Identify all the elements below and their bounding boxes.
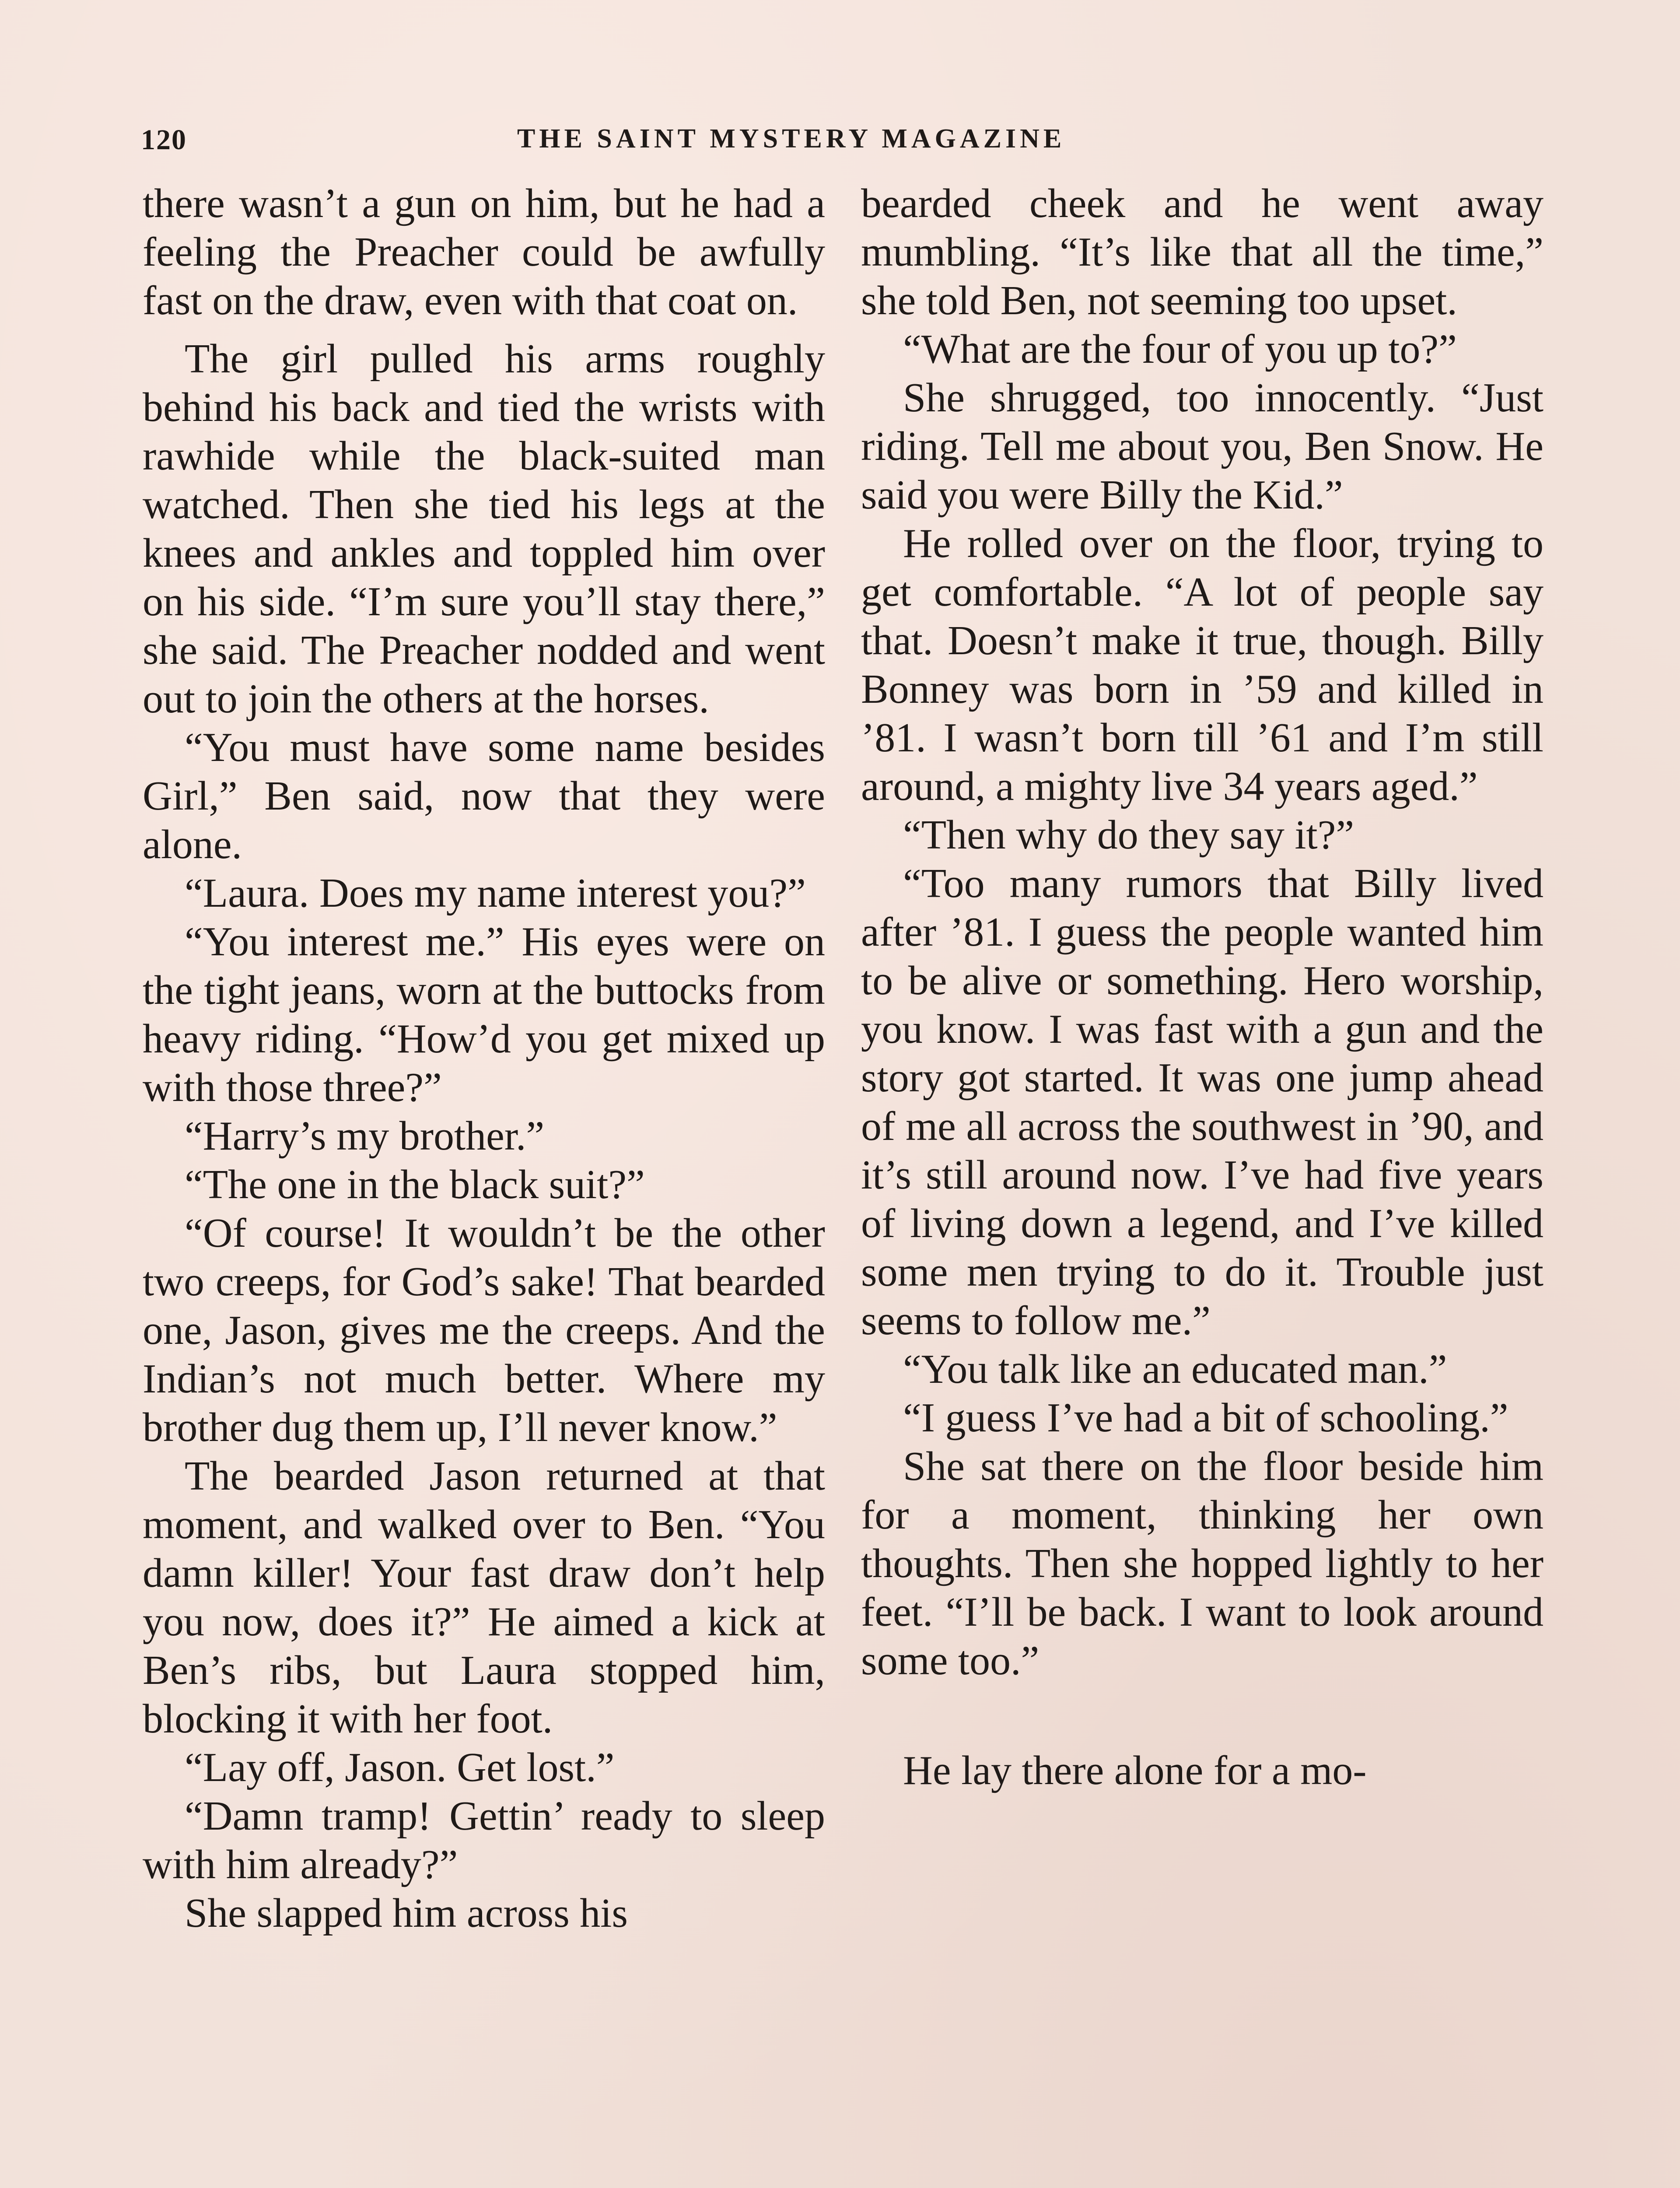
page-number: 120 xyxy=(141,124,187,156)
paragraph: bearded cheek and he went away mumbling. “It’s like that all the time,” she told Ben, not seeming too upset. xyxy=(861,181,1544,323)
paragraph: “Lay off, Jason. Get lost.” xyxy=(185,1745,615,1790)
right-text-column xyxy=(861,179,1544,1795)
paragraph: “Laura. Does my name interest you?” xyxy=(185,870,806,916)
paragraph: “The one in the black suit?” xyxy=(185,1162,645,1207)
paragraph: She slapped him across his xyxy=(185,1890,628,1936)
paragraph: “You talk like an educated man.” xyxy=(903,1346,1447,1392)
paragraph: “You must have some name besides Girl,” Ben said, now that they were alone. xyxy=(143,725,825,867)
paragraph: “You interest me.” His eyes were on the tight jeans, worn at the buttocks from heavy riding. “How’d you get mixed up with those three?” xyxy=(143,919,825,1110)
paragraph: She shrugged, too innocently. “Just riding. Tell me about you, Ben Snow. He said you were Billy the Kid.” xyxy=(861,375,1544,518)
paragraph: “Damn tramp! Gettin’ ready to sleep with him already?” xyxy=(143,1793,825,1887)
paragraph: “Harry’s my brother.” xyxy=(185,1113,545,1159)
paragraph: “Then why do they say it?” xyxy=(903,812,1354,858)
paragraph: “Of course! It wouldn’t be the other two creeps, for God’s sake! That bearded one, Jason, gives me the creeps. And the Indian’s not much better. Where my brother dug them up, I’ll never know.” xyxy=(143,1210,825,1450)
left-text-column xyxy=(143,179,825,1938)
page-header xyxy=(141,123,1541,172)
paragraph: She sat there on the floor beside him for a moment, thinking her own thoughts. Then she hopped lightly to her feet. “I’ll be back. I want to look around some too.” xyxy=(861,1444,1544,1683)
running-head-title: THE SAINT MYSTERY MAGAZINE xyxy=(517,124,1066,154)
paragraph: He rolled over on the floor, trying to get comfortable. “A lot of people say that. Doesn’t make it true, though. Billy Bonney was born in ’59 and killed in ’81. I wasn’t born till ’61 and I’m still around, a mighty live 34 years aged.” xyxy=(861,521,1544,809)
paragraph: “What are the four of you up to?” xyxy=(903,326,1457,372)
paragraph: “Too many rumors that Billy lived after ’81. I guess the people wanted him to be alive or something. Hero worship, you know. I was fast with a gun and the story got started. It was one jump ahead of me all across the southwest in ’90, and it’s still around now. I’ve had five years of living down a legend, and I’ve killed some men trying to do it. Trouble just seems to follow me.” xyxy=(861,861,1544,1343)
paragraph: “I guess I’ve had a bit of schooling.” xyxy=(903,1395,1508,1441)
paragraph: The girl pulled his arms roughly behind his back and tied the wrists with rawhide while the black-suited man watched. Then she tied his legs at the knees and ankles and toppled him over on his side. “I’m sure you’ll stay there,” she said. The Preacher nodded and went out to join the others at the horses. xyxy=(143,336,825,722)
paragraph: The bearded Jason returned at that moment, and walked over to Ben. “You damn killer! Your fast draw don’t help you now, does it?” He aimed a kick at Ben’s ribs, but Laura stopped him, blocking it with her foot. xyxy=(143,1453,825,1742)
paragraph: He lay there alone for a mo- xyxy=(903,1748,1367,1793)
paragraph: there wasn’t a gun on him, but he had a feeling the Preacher could be awfully fast on the draw, even with that coat on. xyxy=(143,181,825,323)
